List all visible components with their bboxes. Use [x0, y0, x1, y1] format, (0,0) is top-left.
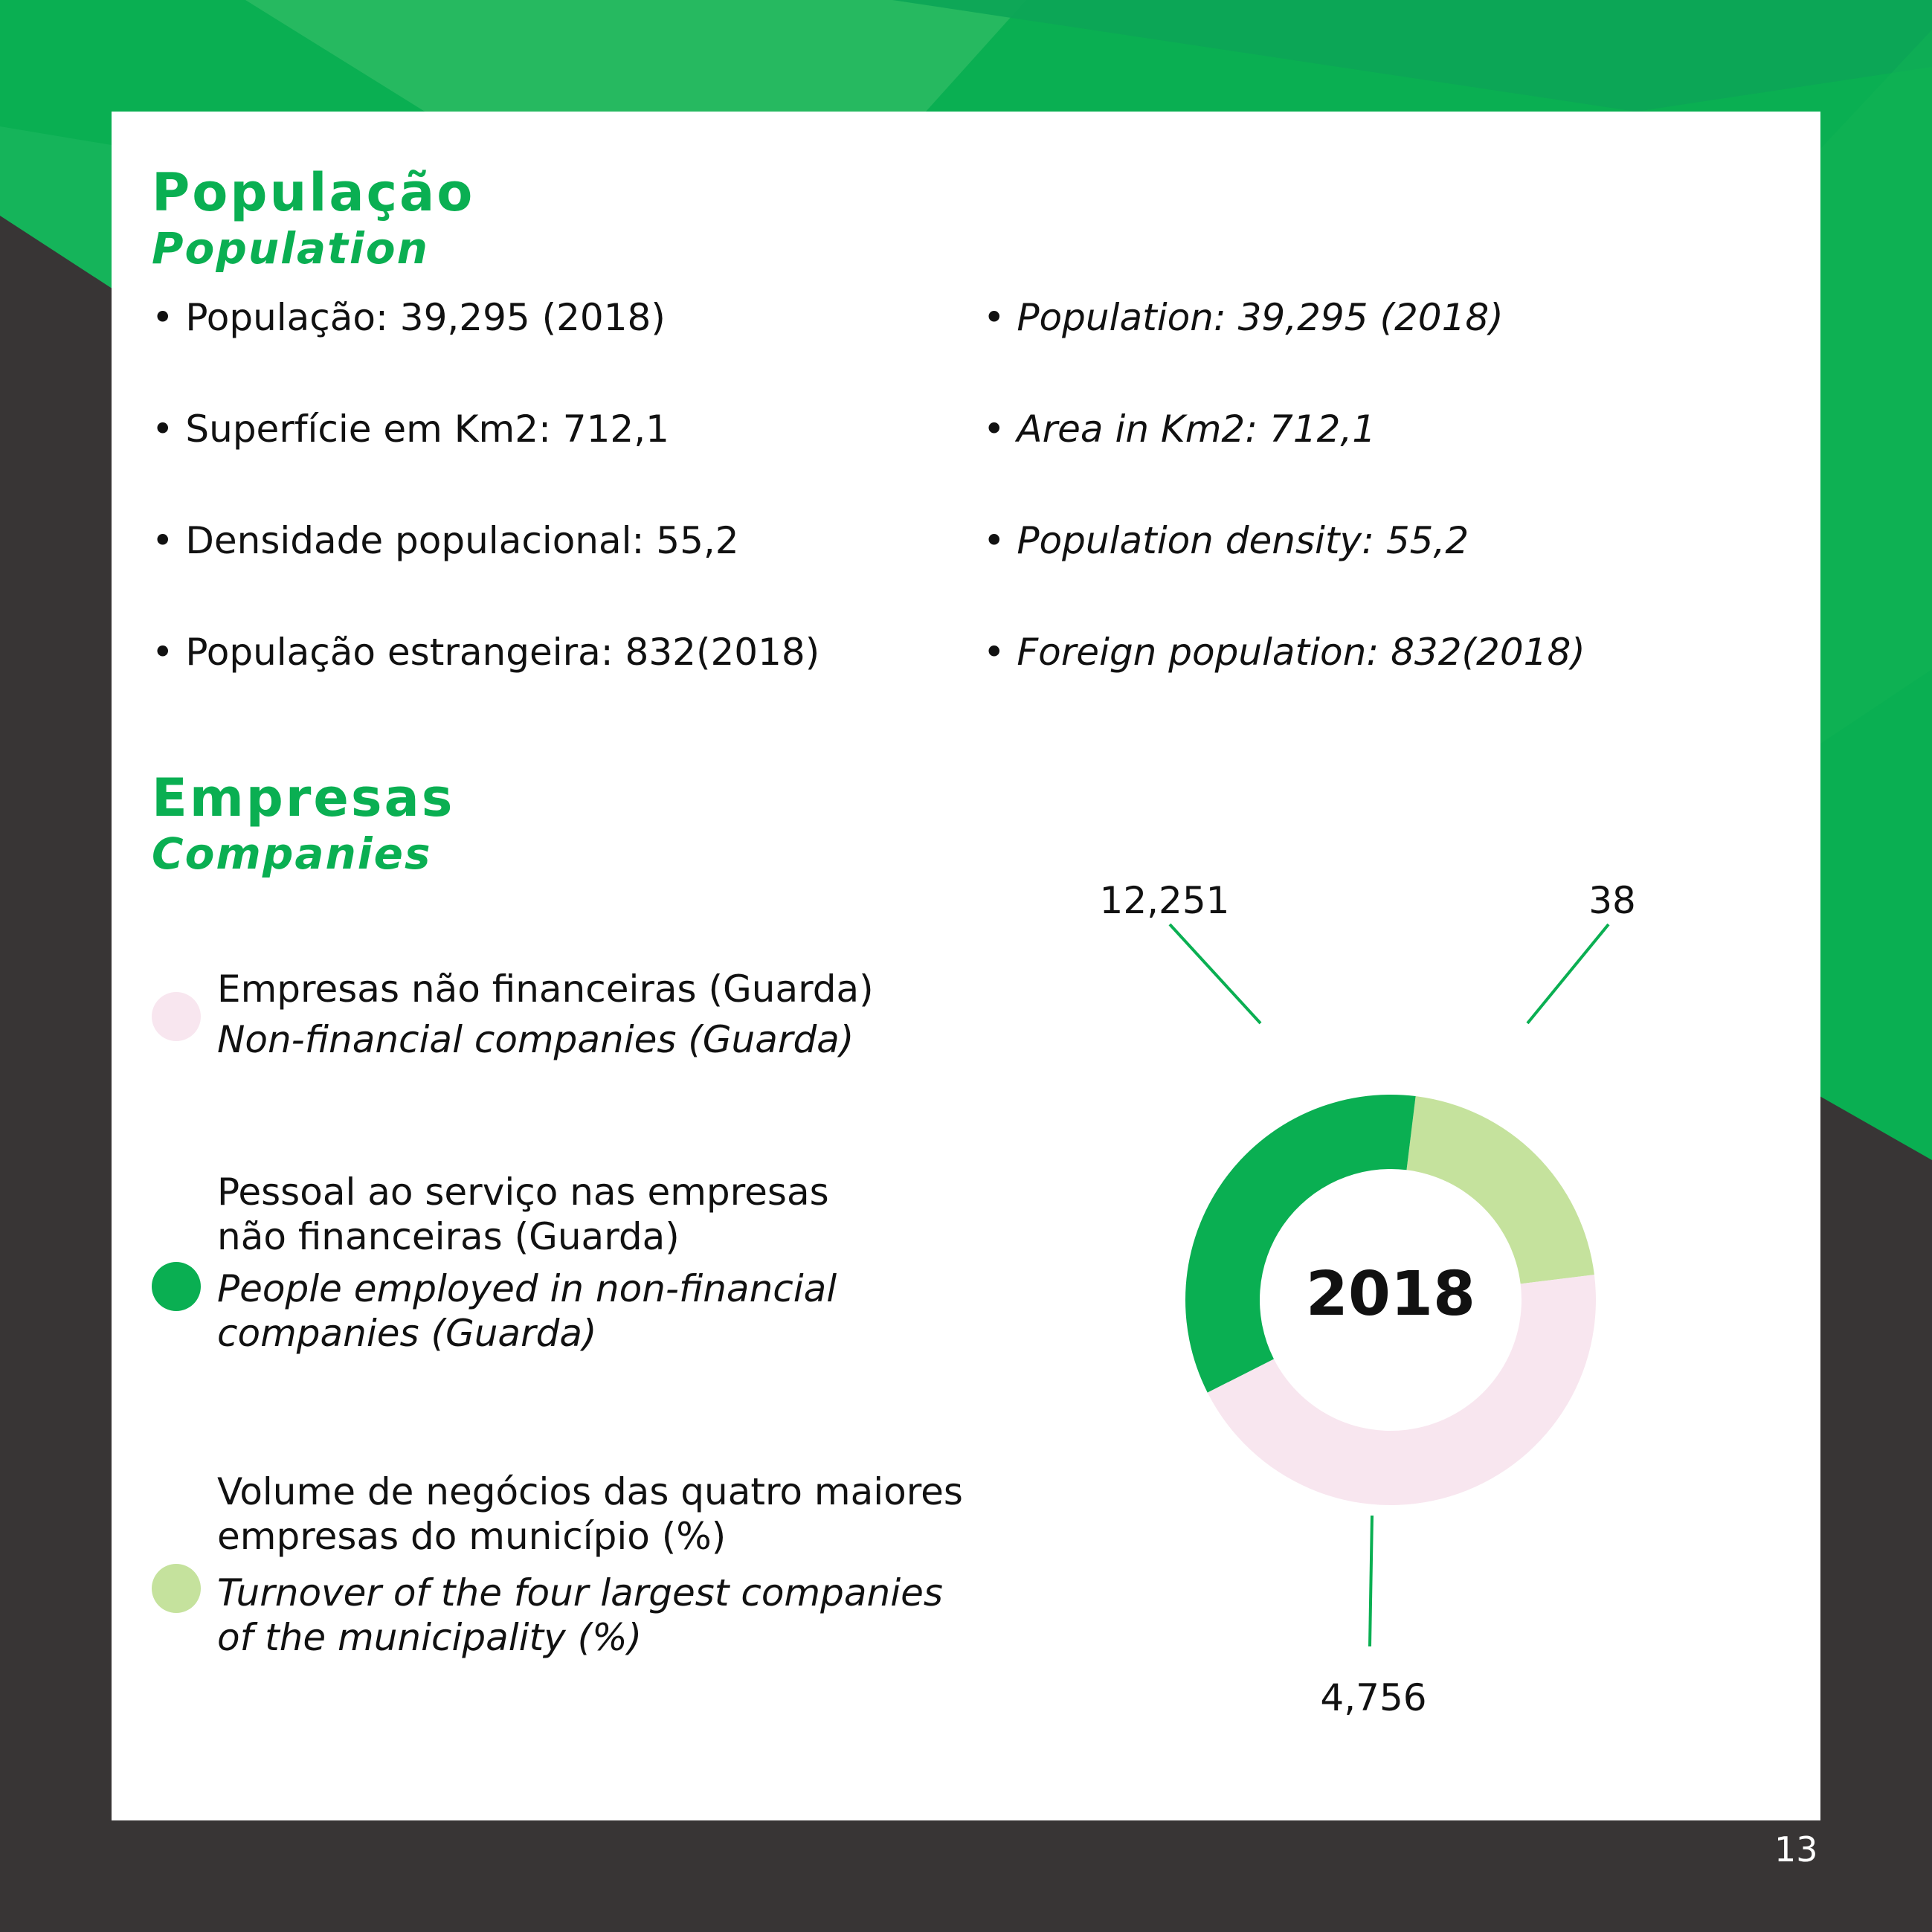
donut-slice — [1406, 1096, 1594, 1284]
population-title: População — [152, 162, 475, 223]
slice-value-label: 12,251 — [1099, 879, 1230, 922]
legend-label-pt: Pessoal ao serviço nas empresas — [217, 1171, 829, 1214]
companies-subtitle: Companies — [152, 828, 432, 879]
donut-center-label: 2018 — [1305, 1259, 1476, 1330]
legend-label-pt: não financeiras (Guarda) — [217, 1215, 680, 1258]
stat-area-en: • Area in Km2: 712,1 — [983, 408, 1376, 451]
leader-line — [1170, 924, 1260, 1023]
stat-foreign-en: • Foreign population: 832(2018) — [983, 631, 1585, 674]
legend-label-pt: Empresas não financeiras (Guarda) — [217, 967, 874, 1011]
leader-line — [1527, 924, 1609, 1023]
legend-label-en: People employed in non-financial — [217, 1267, 837, 1310]
legend-label-en: companies (Guarda) — [217, 1312, 597, 1355]
legend-label-en: Turnover of the four largest companies — [217, 1571, 943, 1614]
stat-density-en: • Population density: 55,2 — [983, 519, 1469, 562]
donut-slice — [1185, 1095, 1416, 1393]
stat-area-pt: • Superfície em Km2: 712,1 — [152, 408, 669, 451]
slice-value-label: 38 — [1588, 879, 1636, 922]
stat-density-pt: • Densidade populacional: 55,2 — [152, 519, 739, 562]
legend-label-en: Non-financial companies (Guarda) — [217, 1018, 854, 1061]
slice-value-label: 4,756 — [1320, 1676, 1427, 1719]
legend-label-en: of the municipality (%) — [217, 1616, 643, 1659]
stat-population-pt: • População: 39,295 (2018) — [152, 296, 666, 339]
page-number: 13 — [1774, 1829, 1818, 1870]
legend-label-pt: empresas do município (%) — [217, 1515, 727, 1558]
stat-foreign-pt: • População estrangeira: 832(2018) — [152, 631, 820, 674]
companies-title: Empresas — [152, 767, 455, 828]
donut-chart — [112, 112, 1820, 1820]
legend-label-pt: Volume de negócios das quatro maiores — [217, 1470, 963, 1513]
leader-line — [1370, 1516, 1372, 1646]
stat-population-en: • Population: 39,295 (2018) — [983, 296, 1504, 339]
content-card — [112, 112, 1820, 1820]
population-subtitle: Population — [152, 223, 429, 274]
